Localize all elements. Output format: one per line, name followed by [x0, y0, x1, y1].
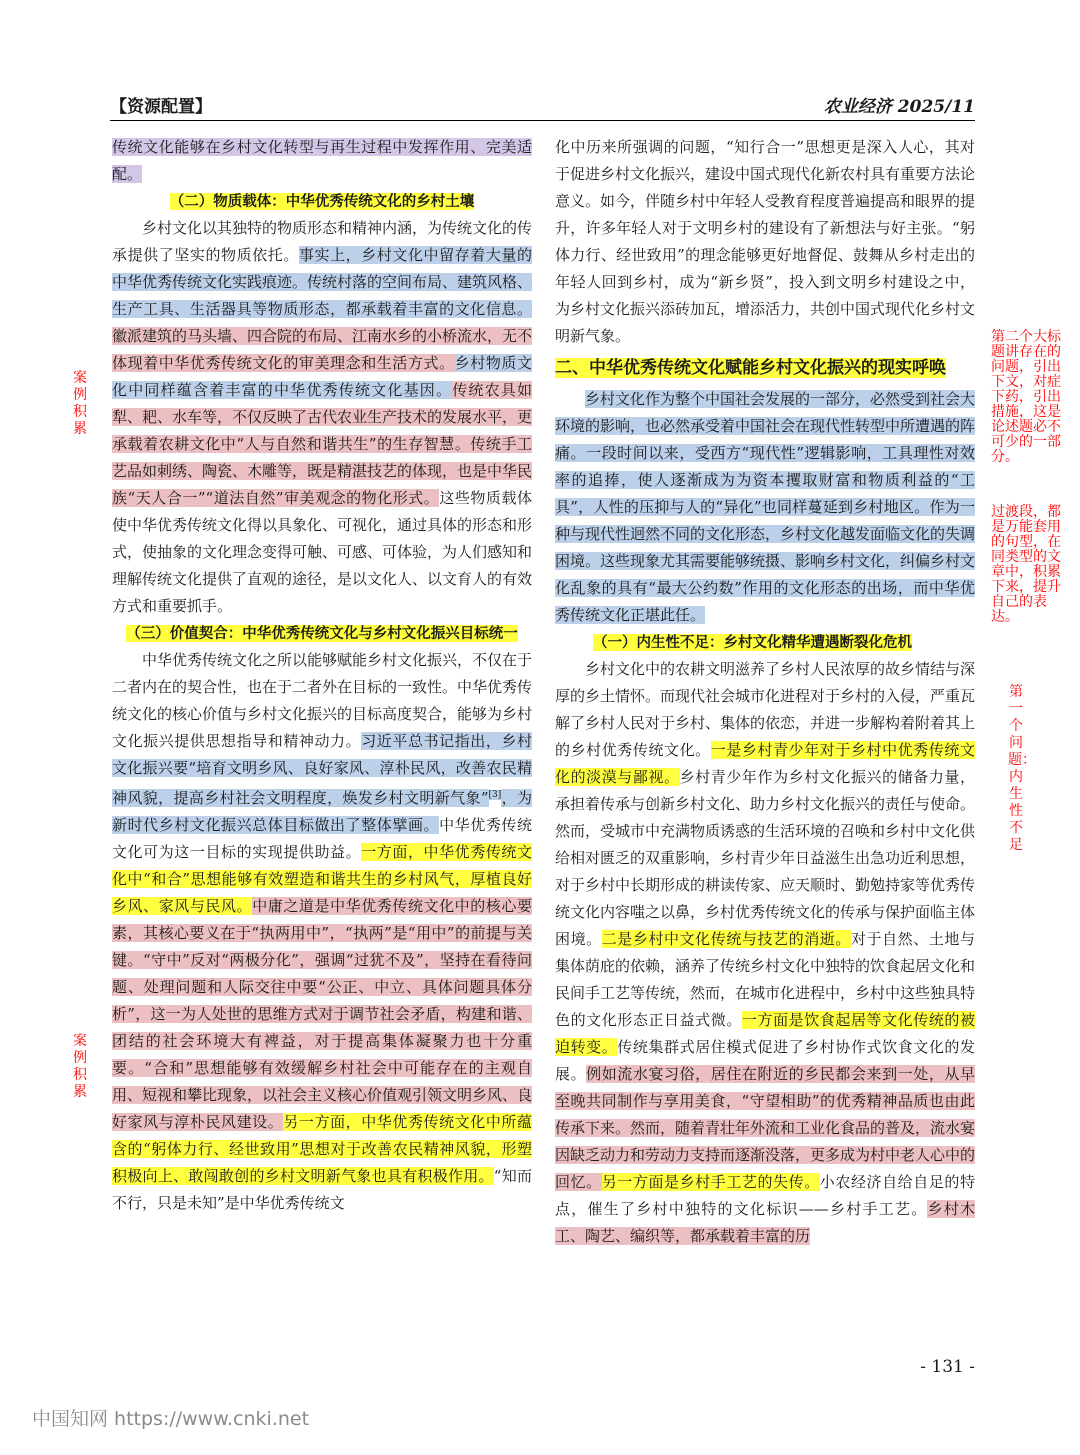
- margin-note-case: 案例积累: [73, 1033, 87, 1100]
- subheading: [555, 629, 975, 656]
- margin-note-first-problem: 第一个问题：内生性不足: [1008, 684, 1036, 853]
- highlight-yellow: 另一方面是乡村手工艺的失传。: [601, 1173, 820, 1191]
- page-number: - 131 -: [920, 1357, 975, 1377]
- highlight-red: 乡村木工、陶艺、编织等，都承载着丰富的历: [555, 1200, 975, 1245]
- journal-issue: 农业经济 2025/11: [823, 97, 975, 117]
- highlight-red: 中庸之道是中华优秀传统文化中的核心要素，其核心要义在于“执两用中”，“执两”是“用中”的前提与关键。“守中”反对“两极分化”，强调“过犹不及”，坚持在看待问题、处理问题和人际交往中要“公正、中立、具体问题具体分析”，这一为人处世的思维方式对于调节社会矛盾，构建和谐、团结的社会环境大有裨益，对于提高集体凝聚力也十分重要。“合和”思想能够有效缓解乡村社会中可能存在的主观自用、短视和攀比现象，以社会主义核心价值观引领文明乡风、良好家风与淳朴民风建设。: [112, 897, 533, 1131]
- subheading-text: （三）价值契合：中华优秀传统文化与乡村文化振兴目标统一: [126, 625, 518, 642]
- text: “知而不行，只是未知”是中华优秀传统文: [112, 1167, 532, 1212]
- subheading-text: （二）物质载体：中华优秀传统文化的乡村土壤: [169, 193, 475, 210]
- highlight-yellow: 一方面是饮食起居等文化传统的被迫转变。: [555, 1011, 975, 1056]
- margin-note-transition: 过渡段，都是万能套用的句型，在同类型的文章中，积累下来，提升自己的表达。: [991, 504, 1061, 625]
- text: 中华优秀传统文化可为这一目标的实现提供助益。: [112, 816, 532, 861]
- text: 乡村青少年作为乡村文化振兴的储备力量，承担着传承与创新乡村文化、助力乡村文化振兴的责任与使命。然而，受城市中充满物质诱惑的生活环境的召唤和乡村中文化供给相对匮乏的双重影响，乡村青少年日益滋生出急功近利思想，对于乡村中长期形成的耕读传家、应天顺时、勤勉持家等优秀传统文化内容嗤之以鼻，乡村优秀传统文化的传承与保护面临主体困境。: [555, 768, 976, 948]
- header-rule: [110, 120, 975, 121]
- highlight-blue: 习近平总书记指出，乡村文化振兴要“培育文明乡风、良好家风、淳朴民风，改善农民精神风貌，提高乡村社会文明程度，焕发乡村文明新气象”: [112, 732, 532, 807]
- paragraph: [112, 647, 532, 1217]
- margin-note-problem: 第二个大标题讲存在的问题，引出下文，对症下药，引出措施，这是论述题必不可少的一部分。: [991, 329, 1061, 465]
- paragraph: [555, 386, 975, 629]
- text: 对于自然、土地与集体荫庇的依赖，涵养了传统乡村文化中独特的饮食起居文化和民间手工艺等传统，然而，在城市化进程中，乡村中这些独具特色的文化形态正日益式微。: [555, 930, 976, 1029]
- text: 乡村文化以其独特的物质形态和精神内涵，为传统文化的传承提供了坚实的物质依托。: [112, 219, 533, 264]
- paragraph: [112, 134, 532, 188]
- highlight-red: 传统农具如犁、耙、水车等，不仅反映了古代农业生产技术的发展水平，更承载着农耕文化中“人与自然和谐共生”的生存智慧。传统手工艺品如刺绣、陶瓷、木雕等，既是精湛技艺的体现，也是中华民族“天人合一”“道法自然”审美观念的物化形式。: [112, 381, 533, 507]
- left-column: [112, 134, 532, 1217]
- paragraph: [555, 134, 975, 350]
- highlight-yellow: 一方面，中华优秀传统文化中“和合”思想能够有效塑造和谐共生的乡村风气，厚植良好乡风、家风与民风。: [112, 843, 532, 915]
- subheading: [112, 188, 532, 215]
- highlight-purple: 传统文化能够在乡村文化转型与再生过程中发挥作用、完美适配。: [112, 138, 532, 183]
- heading-text: 二、中华优秀传统文化赋能乡村文化振兴的现实呼唤: [555, 358, 946, 378]
- right-column: [555, 134, 975, 1250]
- citation-ref: [3]: [488, 790, 502, 800]
- highlight-yellow: 另一方面，中华优秀传统文化中所蕴含的“躬体力行、经世致用”思想对于改善农民精神风貌，形塑积极向上、敢闯敢创的乡村文明新气象也具有积极作用。: [112, 1113, 532, 1185]
- highlight-blue: ，为新时代乡村文化振兴总体目标做出了整体擘画。: [112, 789, 532, 834]
- highlight-blue: 乡村物质文化中同样蕴含着丰富的中华优秀传统文化基因。: [112, 354, 532, 399]
- subheading-text: （一）内生性不足：乡村文化精华遭遇断裂化危机: [593, 634, 912, 651]
- paragraph: [555, 656, 975, 1250]
- text: 化中历来所强调的问题，“知行合一”思想更是深入人心，其对于促进乡村文化振兴，建设中国式现代化新农村具有重要方法论意义。如今，伴随乡村中年轻人受教育程度普遍提高和眼界的提升，许多年轻人对于文明乡村的建设有了新想法与好主张。“躬体力行、经世致用”的理念能够更好地督促、鼓舞从乡村走出的年轻人回到乡村，成为“新乡贤”，投入到文明乡村建设之中，为乡村文化振兴添砖加瓦，增添活力，共创中国式现代化乡村文明新气象。: [555, 138, 976, 345]
- highlight-yellow: 二是乡村中文化传统与技艺的消逝。: [601, 930, 851, 948]
- text: 中华优秀传统文化之所以能够赋能乡村文化振兴，不仅在于二者内在的契合性，也在于二者外在目标的一致性。中华优秀传统文化的核心价值与乡村文化振兴的目标高度契合，能够为乡村文化振兴提供思想指导和精神动力。: [112, 651, 533, 750]
- text: 乡村文化中的农耕文明滋养了乡村人民浓厚的故乡情结与深厚的乡土情怀。而现代社会城市化进程对于乡村的入侵，严重瓦解了乡村人民对于乡村、集体的依恋，并进一步解构着附着其上的乡村优秀传统文化。: [555, 660, 976, 759]
- highlight-blue: 事实上，乡村文化中留存着大量的中华优秀传统文化实践痕迹。传统村落的空间布局、建筑风格、生产工具、生活器具等物质形态，都承载着丰富的文化信息。: [112, 246, 533, 318]
- section-label: 【资源配置】: [110, 97, 212, 117]
- section-heading: [555, 354, 975, 382]
- subheading: [112, 620, 532, 647]
- text: 这些物质载体使中华优秀传统文化得以具象化、可视化，通过具体的形态和形式，使抽象的文化理念变得可触、可感、可体验，为人们感知和理解传统文化提供了直观的途径，是以文化人、以文育人的有效方式和重要抓手。: [112, 489, 533, 615]
- highlight-red: 徽派建筑的马头墙、四合院的布局、江南水乡的小桥流水，无不体现着中华优秀传统文化的审美理念和生活方式。: [112, 327, 533, 372]
- margin-note-case: 案例积累: [73, 370, 87, 437]
- text: 小农经济自给自足的特点，催生了乡村中独特的文化标识——乡村手工艺。: [555, 1173, 975, 1218]
- text: 传统集群式居住模式促进了乡村协作式饮食文化的发展。: [555, 1038, 975, 1083]
- highlight-blue: 乡村文化作为整个中国社会发展的一部分，必然受到社会大环境的影响，也必然承受着中国社会在现代性转型中所遭遇的阵痛。一段时间以来，受西方“现代性”逻辑影响，工具理性对效率的追捧，使人逐渐成为为资本攫取财富和物质利益的“工具”，人性的压抑与人的“异化”也同样蔓延到乡村地区。作为一种与现代性迥然不同的文化形态，乡村文化越发面临文化的失调困境。这些现象尤其需要能够统摄、影响乡村文化，纠偏乡村文化乱象的具有“最大公约数”作用的文化形态的出场，而中华优秀传统文化正堪此任。: [555, 390, 976, 624]
- highlight-yellow: 一是乡村青少年对于乡村中优秀传统文化的淡漠与鄙视。: [555, 741, 975, 786]
- highlight-red: 例如流水宴习俗，居住在附近的乡民都会来到一处，从早至晚共同制作与享用美食，“守望相助”的优秀精神品质也由此传承下来。然而，随着青壮年外流和工业化食品的普及，流水宴因缺乏动力和劳动力支持而逐渐没落，更多成为村中老人心中的回忆。: [555, 1065, 976, 1191]
- cnki-watermark: 中国知网 https://www.cnki.net: [32, 1408, 310, 1430]
- paragraph: [112, 215, 532, 620]
